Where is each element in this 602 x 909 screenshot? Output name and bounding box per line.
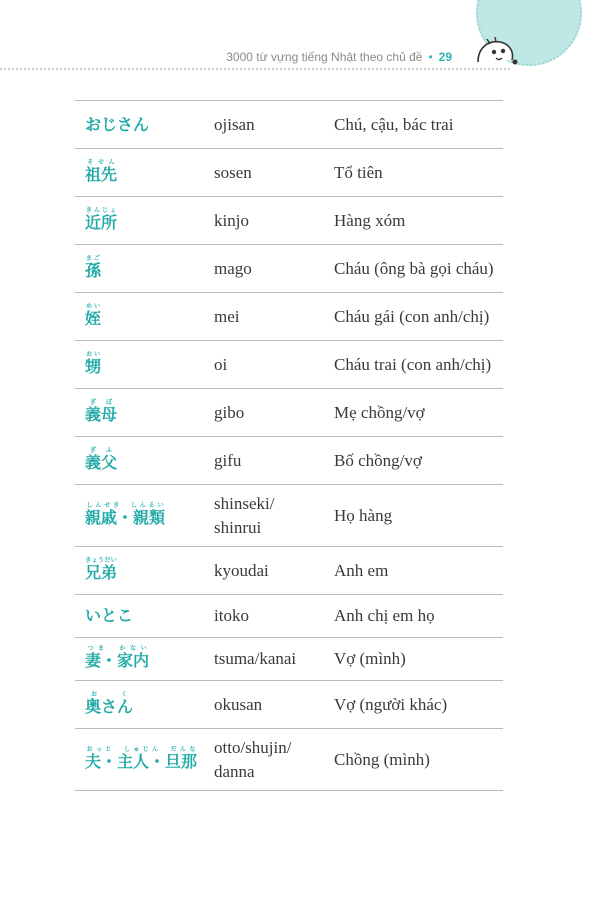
furigana: おっと しゅじん だんな bbox=[85, 745, 197, 753]
vocab-meaning: Cháu trai (con anh/chị) bbox=[322, 341, 503, 389]
vocab-meaning: Bố chồng/vợ bbox=[322, 437, 503, 485]
vocab-meaning: Anh em bbox=[322, 547, 503, 595]
vocab-meaning: Vợ (mình) bbox=[322, 638, 503, 681]
vocab-kanji: 妻・家内つま かない bbox=[75, 638, 202, 681]
vocab-kanji: おじさん bbox=[75, 101, 202, 149]
table-row bbox=[75, 197, 503, 245]
table-row bbox=[75, 681, 503, 729]
vocab-romaji: tsuma/kanai bbox=[202, 638, 322, 681]
vocab-romaji: otto/shujin/ danna bbox=[202, 729, 322, 791]
table-row bbox=[75, 245, 503, 293]
vocab-romaji: gifu bbox=[202, 437, 322, 485]
table-row bbox=[75, 149, 503, 197]
table-row bbox=[75, 293, 503, 341]
vocab-romaji: mei bbox=[202, 293, 322, 341]
vocab-kanji: 親戚・親類しんせき しんるい bbox=[75, 485, 202, 547]
vocab-kanji: 孫まご bbox=[75, 245, 202, 293]
vocab-romaji: sosen bbox=[202, 149, 322, 197]
header-divider bbox=[0, 68, 510, 70]
vocab-table-body bbox=[75, 101, 503, 791]
table-row bbox=[75, 485, 503, 547]
vocab-meaning: Anh chị em họ bbox=[322, 595, 503, 638]
furigana: まご bbox=[85, 254, 102, 262]
vocab-kanji: 夫・主人・旦那おっと しゅじん だんな bbox=[75, 729, 202, 791]
furigana: しんせき しんるい bbox=[85, 501, 166, 509]
vocab-kanji: いとこ bbox=[75, 595, 202, 638]
vocab-meaning: Chú, cậu, bác trai bbox=[322, 101, 503, 149]
vocab-kanji: 近所きんじょ bbox=[75, 197, 202, 245]
furigana: おく bbox=[85, 690, 134, 698]
table-row bbox=[75, 341, 503, 389]
furigana: ぎぼ bbox=[85, 398, 118, 406]
vocab-kanji: 甥おい bbox=[75, 341, 202, 389]
page-header bbox=[0, 0, 602, 80]
vocab-romaji: ojisan bbox=[202, 101, 322, 149]
vocab-meaning: Chồng (mình) bbox=[322, 729, 503, 791]
table-row bbox=[75, 638, 503, 681]
vocab-table bbox=[75, 100, 503, 791]
vocab-romaji: oi bbox=[202, 341, 322, 389]
page-number: 29 bbox=[438, 50, 452, 64]
vocab-kanji: 奥さんおく bbox=[75, 681, 202, 729]
table-row bbox=[75, 437, 503, 485]
vocab-romaji: itoko bbox=[202, 595, 322, 638]
vocab-kanji: 姪めい bbox=[75, 293, 202, 341]
vocab-meaning: Cháu gái (con anh/chị) bbox=[322, 293, 503, 341]
header-separator: • bbox=[428, 50, 433, 64]
table-row bbox=[75, 547, 503, 595]
table-row bbox=[75, 101, 503, 149]
vocab-romaji: okusan bbox=[202, 681, 322, 729]
furigana: きんじょ bbox=[85, 206, 118, 214]
vocab-romaji: kyoudai bbox=[202, 547, 322, 595]
vocab-romaji: mago bbox=[202, 245, 322, 293]
furigana: そせん bbox=[85, 158, 118, 166]
vocab-kanji: 義母ぎぼ bbox=[75, 389, 202, 437]
vocab-kanji: 義父ぎふ bbox=[75, 437, 202, 485]
vocab-meaning: Hàng xóm bbox=[322, 197, 503, 245]
table-row bbox=[75, 389, 503, 437]
vocab-kanji: 祖先そせん bbox=[75, 149, 202, 197]
vocab-romaji: kinjo bbox=[202, 197, 322, 245]
vocab-meaning: Họ hàng bbox=[322, 485, 503, 547]
furigana: おい bbox=[85, 350, 102, 358]
furigana: きょうだい bbox=[85, 556, 117, 564]
vocab-romaji: shinseki/ shinrui bbox=[202, 485, 322, 547]
table-row bbox=[75, 729, 503, 791]
running-header bbox=[226, 50, 452, 64]
book-title: 3000 từ vựng tiếng Nhật theo chủ đề bbox=[226, 50, 423, 64]
vocab-meaning: Mẹ chồng/vợ bbox=[322, 389, 503, 437]
vocab-kanji: 兄弟きょうだい bbox=[75, 547, 202, 595]
furigana: ぎふ bbox=[85, 446, 118, 454]
furigana: めい bbox=[85, 302, 102, 310]
mascot-icon bbox=[474, 36, 520, 66]
vocab-meaning: Tổ tiên bbox=[322, 149, 503, 197]
vocab-romaji: gibo bbox=[202, 389, 322, 437]
vocab-meaning: Vợ (người khác) bbox=[322, 681, 503, 729]
table-row bbox=[75, 595, 503, 638]
furigana: つま かない bbox=[85, 645, 150, 652]
vocab-meaning: Cháu (ông bà gọi cháu) bbox=[322, 245, 503, 293]
